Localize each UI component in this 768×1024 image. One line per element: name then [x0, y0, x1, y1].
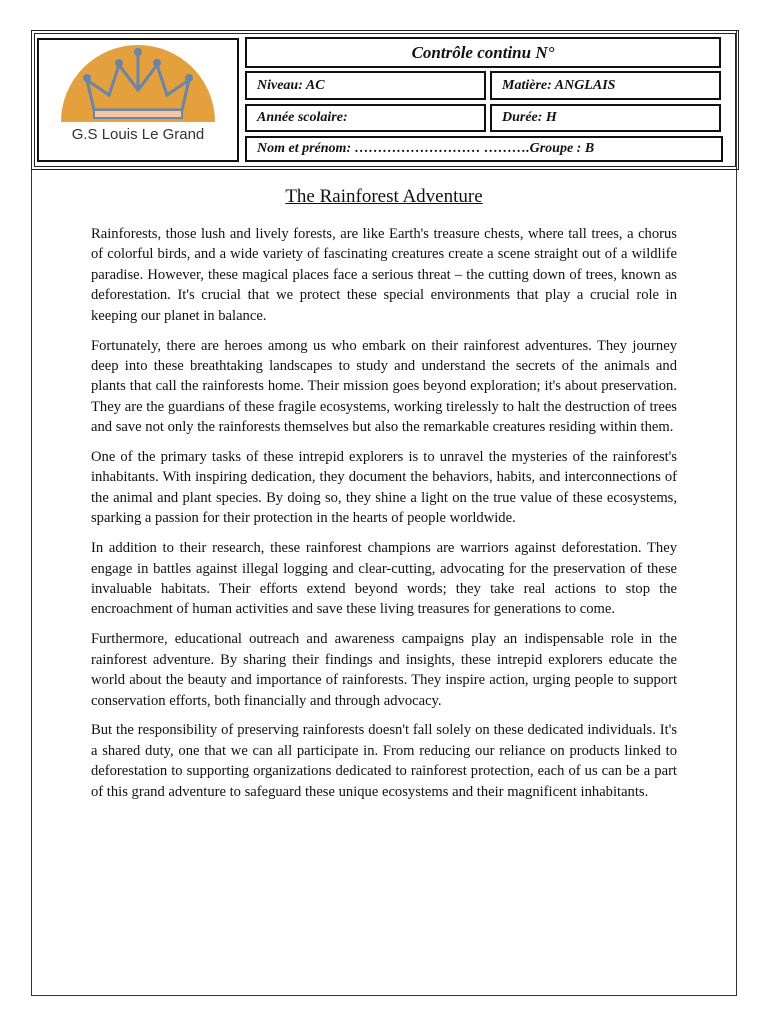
name-group-field: Nom et prénom: ……………………… ……….Groupe : B	[245, 136, 723, 162]
document-title: The Rainforest Adventure	[285, 186, 483, 207]
paragraph: One of the primary tasks of these intrepid explorers is to unravel the mysteries of the rainforest's inhabitants. With inspiring dedication, they document the behaviors, habits, and interconnections of the animal and plant species. By doing so, they shine a light on the true value of these ecosystems, sparking a passion for their protection in the hearts of people worldwide.	[91, 449, 677, 527]
paragraph: Rainforests, those lush and lively forests, are like Earth's treasure chests, where tall trees, a chorus of colorful birds, and a wide variety of fascinating creatures create a scene straight out of a wildlife paradise. However, these magical places face a serious threat – the cutting down of trees, known as deforestation. It's crucial that we protect these special environments that play a crucial role in keeping our planet in balance.	[91, 226, 677, 324]
niveau-field: Niveau: AC	[245, 71, 486, 100]
matiere-field: Matière: ANGLAIS	[490, 71, 721, 100]
document-body	[91, 224, 677, 812]
paragraph: In addition to their research, these rainforest champions are warriors against deforestation. They engage in battles against illegal logging and clear-cutting, advocating for the preservation of these invaluable habitats. Their efforts extend beyond words; they take real actions to stop the encroachment of human activities and save these living treasures for generations to come.	[91, 540, 677, 618]
annee-field: Année scolaire:	[245, 104, 486, 132]
paragraph: Fortunately, there are heroes among us who embark on their rainforest adventures. They journey deep into these breathtaking landscapes to study and understand the secrets of the animals and plants that call the rainforests home. Their mission goes beyond exploration; it's about preservation. They are the guardians of these fragile ecosystems, working tirelessly to halt the destruction of trees and save not only the rainforests themselves but also the remarkable creatures residing within them.	[91, 337, 677, 436]
paragraph: But the responsibility of preserving rainforests doesn't fall solely on these dedicated individuals. It's a shared duty, one that we can all participate in. From reducing our reliance on products linked to deforestation to supporting organizations dedicated to rainforest protection, each of us can be a part of this grand adventure to safeguard these unique ecosystems and their magnificent inhabitants.	[91, 722, 677, 800]
duree-field: Durée: H	[490, 104, 721, 132]
exam-title: Contrôle continu N°	[245, 37, 721, 68]
crown-logo-icon	[39, 40, 237, 128]
school-logo	[37, 38, 239, 162]
school-name: G.S Louis Le Grand	[71, 126, 205, 143]
paragraph: Furthermore, educational outreach and awareness campaigns play an indispensable role in the rainforest adventure. By sharing their findings and insights, these intrepid explorers educate the world about the beauty and importance of rainforests. They inspire action, urging people to support conservation efforts, both financially and through advocacy.	[91, 631, 677, 709]
